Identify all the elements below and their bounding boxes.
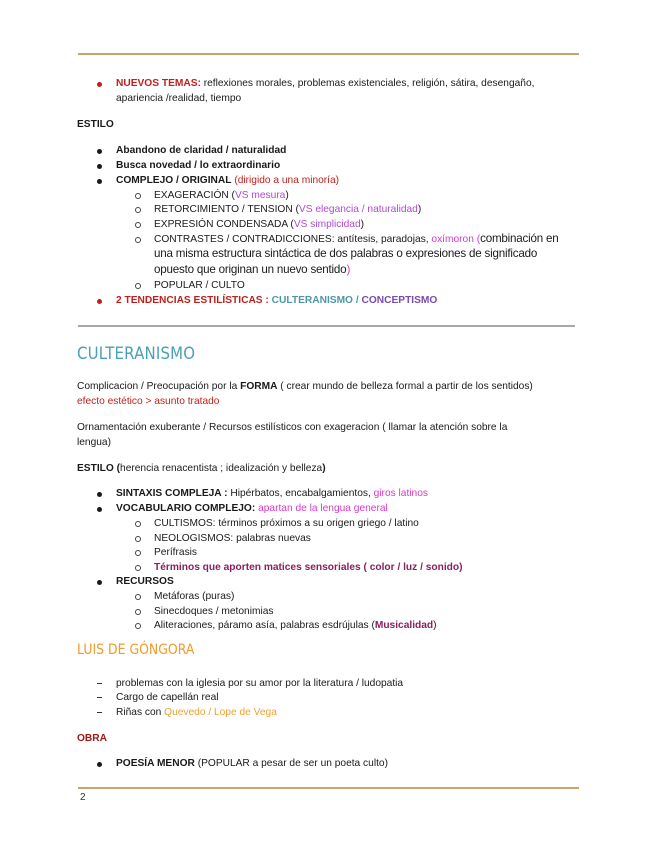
sub-bullet [135,550,141,556]
culteranismo-para-2: Ornamentación exuberante / Recursos estilísticos con exageracion ( llamar la atención sobre la [77,422,508,433]
estilo-item-2: Busca novedad / lo extraordinario [116,160,281,171]
vocab-sub-4: Términos que aporten matices sensoriales ( color / luz / sonido) [154,562,463,573]
bullet [97,507,102,512]
dash-bullet [97,683,102,684]
culteranismo-para-1: Complicacion / Preocupación por la FORMA ( crear mundo de belleza formal a partir de los sentidos) [77,381,533,392]
sub-bullet [135,536,141,542]
sub-popular: POPULAR / CULTO [154,280,245,291]
culteranismo-estilo: ESTILO (herencia renacentista ; idealización y belleza) [77,463,326,474]
sub-bullet [135,207,141,213]
sub-bullet [135,609,141,615]
vocab-sub-1: CULTISMOS: términos próximos a su origen griego / latino [154,518,419,529]
dash-bullet [97,712,102,713]
recursos-label: RECURSOS [116,576,174,587]
culteranismo-para-2-line-2: lengua) [77,437,111,448]
header-rule [78,53,579,55]
bullet [97,580,102,585]
sub-bullet [135,623,141,629]
gongora-heading: LUIS DE GÓNGORA [77,642,195,658]
sub-bullet [135,594,141,600]
footer-rule [78,787,579,789]
vocabulario-line: VOCABULARIO COMPLEJO: apartan de la lengua general [116,503,388,514]
sub-bullet [135,283,141,289]
bullet [97,149,102,154]
nuevos-temas-line [116,76,534,91]
bullet [97,179,102,184]
complejo-note: (dirigido a una minoría) [234,175,340,186]
estilo-item-3 [116,173,339,188]
nuevos-temas-text: reflexiones morales, problemas existenciales, religión, sátira, desengaño, [200,78,535,89]
sub-contrastes: CONTRASTES / CONTRADICCIONES: antítesis, paradojas, oxímoron (combinación en [154,232,559,245]
sub-contrastes-line-3: opuesto que originan un nuevo sentido) [154,263,351,276]
recursos-sub-1: Metáforas (puras) [154,591,235,602]
culteranismo-heading: CULTERANISMO [77,344,196,364]
section-divider [78,325,575,327]
dash-bullet [97,697,102,698]
nuevos-temas-line-2: apariencia /realidad, tiempo [116,93,242,104]
bullet-red [97,82,102,87]
obra-heading: OBRA [77,733,107,744]
sub-exageracion: EXAGERACIÓN (VS mesura) [154,190,289,201]
bullet [97,492,102,497]
vocab-sub-2: NEOLOGISMOS: palabras nuevas [154,533,311,544]
sub-bullet [135,521,141,527]
sub-bullet [135,237,141,243]
page-number: 2 [80,792,86,803]
sub-bullet [135,222,141,228]
gongora-item-3: Riñas con Quevedo / Lope de Vega [116,707,277,718]
sintaxis-line: SINTAXIS COMPLEJA : Hipérbatos, encabalgamientos, giros latinos [116,488,428,499]
bullet-red [97,299,102,304]
bullet [97,762,102,767]
estilo-item-1: Abandono de claridad / naturalidad [116,145,287,156]
tendencias-line: 2 TENDENCIAS ESTILÍSTICAS : CULTERANISMO / CONCEPTISMO [116,295,438,306]
sub-bullet [135,193,141,199]
gongora-item-1: problemas con la iglesia por su amor por la literatura / ludopatia [116,678,404,689]
obra-item-1: POESÍA MENOR (POPULAR a pesar de ser un poeta culto) [116,758,388,769]
gongora-item-2: Cargo de capellán real [116,692,219,703]
sub-bullet [135,565,141,571]
culteranismo-para-1-line-2: efecto estético > asunto tratado [77,396,220,407]
nuevos-temas-label: NUEVOS TEMAS: [116,78,201,89]
sub-retorcimiento: RETORCIMIENTO / TENSION (VS elegancia / naturalidad) [154,204,422,215]
recursos-sub-3: Aliteraciones, páramo asía, palabras esdrújulas (Musicalidad) [154,620,437,631]
complejo-label: COMPLEJO / ORIGINAL [116,175,232,186]
sub-contrastes-line-2: una misma estructura sintáctica de dos palabras o expresiones de significado [154,247,538,260]
sub-expresion: EXPRESIÓN CONDENSADA (VS simplicidad) [154,219,365,230]
recursos-sub-2: Sinecdoques / metonimias [154,606,274,617]
estilo-heading: ESTILO [77,119,114,130]
bullet [97,164,102,169]
vocab-sub-3: Perífrasis [154,547,198,558]
